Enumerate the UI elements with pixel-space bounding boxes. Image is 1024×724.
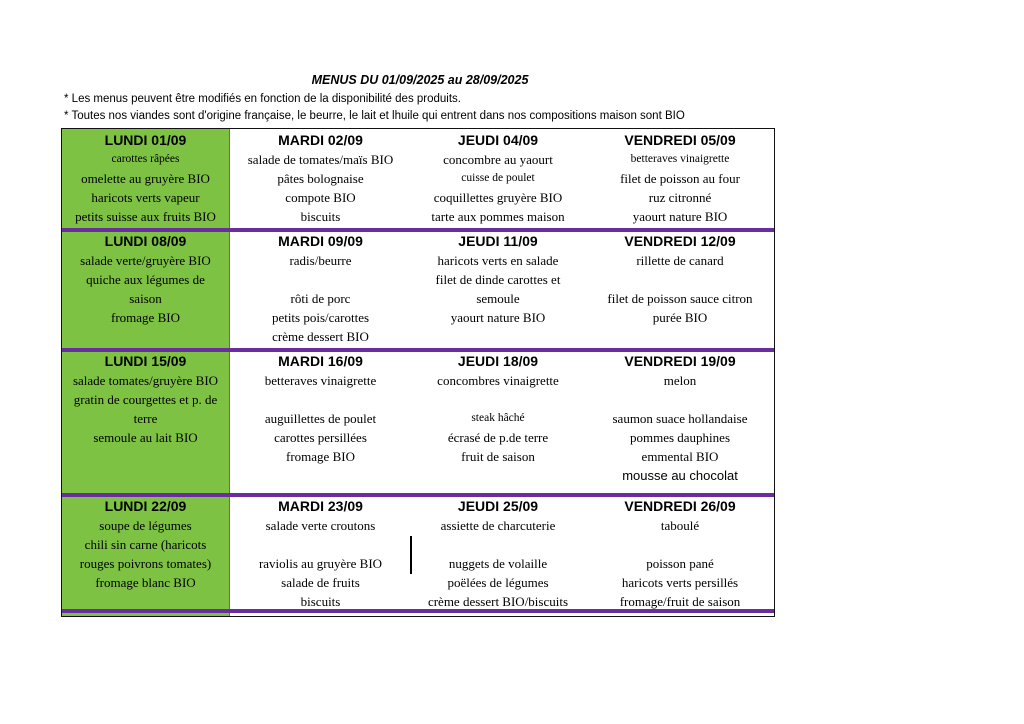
menu-item: poisson pané bbox=[646, 556, 714, 571]
day-heading: LUNDI 15/09 bbox=[104, 353, 187, 369]
menu-cell-tuesday bbox=[230, 352, 411, 466]
menu-item: rôti de porc bbox=[290, 291, 351, 306]
menu-cell-tuesday bbox=[230, 497, 411, 611]
menu-item: carottes râpées bbox=[111, 153, 180, 165]
menu-item bbox=[230, 390, 411, 409]
day-heading: JEUDI 18/09 bbox=[457, 353, 539, 369]
menu-cell-thursday bbox=[411, 352, 585, 466]
menu-item: crème dessert BIO bbox=[272, 329, 369, 344]
menu-item: nuggets de volaille bbox=[448, 556, 548, 571]
menu-cell-monday bbox=[62, 352, 229, 447]
menu-item bbox=[585, 390, 775, 409]
menu-item: auguillettes de poulet bbox=[264, 411, 377, 426]
menu-item bbox=[411, 390, 585, 409]
menu-item: carottes persillées bbox=[274, 430, 367, 445]
menu-item: taboulé bbox=[660, 518, 700, 533]
menu-item: saumon suace hollandaise bbox=[612, 411, 748, 426]
menu-item: haricots verts persillés bbox=[621, 575, 739, 590]
menu-item: fromage BIO bbox=[111, 310, 180, 325]
menu-item: terre bbox=[133, 411, 158, 426]
menu-item: quiche aux légumes de bbox=[86, 272, 205, 287]
menu-item bbox=[230, 535, 411, 554]
menu-item: tarte aux pommes maison bbox=[431, 209, 565, 224]
day-heading: MARDI 16/09 bbox=[278, 353, 363, 369]
menu-item: soupe de légumes bbox=[99, 518, 192, 533]
menu-item: emmental BIO bbox=[641, 449, 719, 464]
menu-item: cuisse de poulet bbox=[461, 172, 535, 184]
menu-item: salade de tomates/maïs BIO bbox=[247, 152, 394, 167]
menu-item: melon bbox=[663, 373, 697, 388]
menu-item: betteraves vinaigrette bbox=[630, 153, 730, 165]
menu-item: coquillettes gruyère BIO bbox=[433, 190, 563, 205]
menu-cell-monday bbox=[62, 131, 229, 226]
menu-item: pâtes bolognaise bbox=[277, 171, 364, 186]
day-heading: MARDI 09/09 bbox=[278, 233, 363, 249]
menu-item: haricots verts vapeur bbox=[91, 190, 200, 205]
menu-cell-thursday bbox=[411, 131, 585, 226]
menu-cell-tuesday bbox=[230, 131, 411, 226]
day-heading: VENDREDI 12/09 bbox=[624, 233, 736, 249]
menu-item: poëlées de légumes bbox=[447, 575, 549, 590]
menu-item bbox=[585, 270, 775, 289]
menu-cell-thursday bbox=[411, 497, 585, 611]
menu-item: raviolis au gruyère BIO bbox=[258, 556, 383, 571]
menu-item: fromage blanc BIO bbox=[95, 575, 196, 590]
menu-item: yaourt nature BIO bbox=[450, 310, 546, 325]
menu-item: ruz citronné bbox=[648, 190, 712, 205]
menu-item: fruit de saison bbox=[461, 449, 535, 464]
menu-table bbox=[61, 128, 775, 617]
menu-item: fromage BIO bbox=[286, 449, 355, 464]
menu-item: purée BIO bbox=[652, 310, 708, 325]
menu-cell-friday bbox=[585, 352, 775, 485]
day-heading: MARDI 02/09 bbox=[278, 132, 363, 148]
menu-item: filet de poisson sauce citron bbox=[607, 291, 753, 306]
menu-item: semoule bbox=[476, 291, 520, 306]
menu-item: saison bbox=[129, 291, 162, 306]
day-heading: JEUDI 04/09 bbox=[457, 132, 539, 148]
menu-item: écrasé de p.de terre bbox=[447, 430, 549, 445]
menu-item: filet de poisson au four bbox=[620, 171, 740, 186]
note-origin: * Toutes nos viandes sont d'origine française, le beurre, le lait et lhuile qui entrent dans nos compositions maison sont BIO bbox=[64, 110, 685, 122]
menu-item: gratin de courgettes et p. de bbox=[73, 392, 218, 407]
menu-item: omelette au gruyère BIO bbox=[81, 171, 210, 186]
menu-item: pommes dauphines bbox=[629, 430, 730, 445]
menu-item: assiette de charcuterie bbox=[440, 518, 556, 533]
menu-cell-thursday bbox=[411, 232, 585, 327]
note-availability: * Les menus peuvent être modifiés en fonction de la disponibilité des produits. bbox=[64, 93, 461, 105]
menu-item: biscuits bbox=[300, 594, 341, 609]
menu-item: crème dessert BIO/biscuits bbox=[427, 594, 569, 609]
menu-item: radis/beurre bbox=[289, 253, 352, 268]
day-heading: VENDREDI 19/09 bbox=[624, 353, 736, 369]
day-heading: MARDI 23/09 bbox=[278, 498, 363, 514]
day-heading: LUNDI 22/09 bbox=[104, 498, 187, 514]
day-heading: VENDREDI 26/09 bbox=[624, 498, 736, 514]
menu-item: semoule au lait BIO bbox=[93, 430, 198, 445]
menu-item: salade verte croutons bbox=[265, 518, 376, 533]
menu-cell-friday bbox=[585, 131, 775, 226]
day-heading: JEUDI 11/09 bbox=[458, 233, 538, 249]
menu-item: concombres vinaigrette bbox=[437, 373, 559, 388]
menu-item: salade de fruits bbox=[281, 575, 360, 590]
menu-item: concombre au yaourt bbox=[443, 152, 553, 167]
menu-item: mousse au chocolat bbox=[622, 468, 738, 483]
menu-item: fromage/fruit de saison bbox=[619, 594, 741, 609]
menu-item: chili sin carne (haricots bbox=[84, 537, 207, 552]
menu-item: betteraves vinaigrette bbox=[264, 373, 377, 388]
menu-item: haricots verts en salade bbox=[437, 253, 559, 268]
menu-item bbox=[585, 535, 775, 554]
menu-item: salade verte/gruyère BIO bbox=[80, 253, 211, 268]
page-title: MENUS DU 01/09/2025 au 28/09/2025 bbox=[311, 73, 529, 87]
menu-cell-friday bbox=[585, 497, 775, 611]
menu-item: petits pois/carottes bbox=[271, 310, 370, 325]
menu-item: yaourt nature BIO bbox=[632, 209, 728, 224]
menu-item: filet de dinde carottes et bbox=[435, 272, 561, 287]
menu-item bbox=[230, 270, 411, 289]
menu-cell-monday bbox=[62, 232, 229, 327]
menu-cell-tuesday bbox=[230, 232, 411, 346]
menu-item: steak hâché bbox=[471, 412, 525, 424]
menu-item: petits suisse aux fruits BIO bbox=[75, 209, 216, 224]
day-heading: VENDREDI 05/09 bbox=[624, 132, 736, 148]
menu-item: rouges poivrons tomates) bbox=[79, 556, 212, 571]
day-heading: LUNDI 08/09 bbox=[104, 233, 187, 249]
menu-cell-monday bbox=[62, 497, 229, 592]
menu-item: rillette de canard bbox=[636, 253, 724, 268]
day-heading: JEUDI 25/09 bbox=[457, 498, 539, 514]
menu-item: salade tomates/gruyère BIO bbox=[72, 373, 219, 388]
menu-item: biscuits bbox=[300, 209, 341, 224]
menu-item: compote BIO bbox=[285, 190, 356, 205]
menu-cell-friday bbox=[585, 232, 775, 327]
vertical-mark bbox=[410, 536, 412, 574]
menu-item bbox=[411, 535, 585, 554]
day-heading: LUNDI 01/09 bbox=[104, 132, 187, 148]
